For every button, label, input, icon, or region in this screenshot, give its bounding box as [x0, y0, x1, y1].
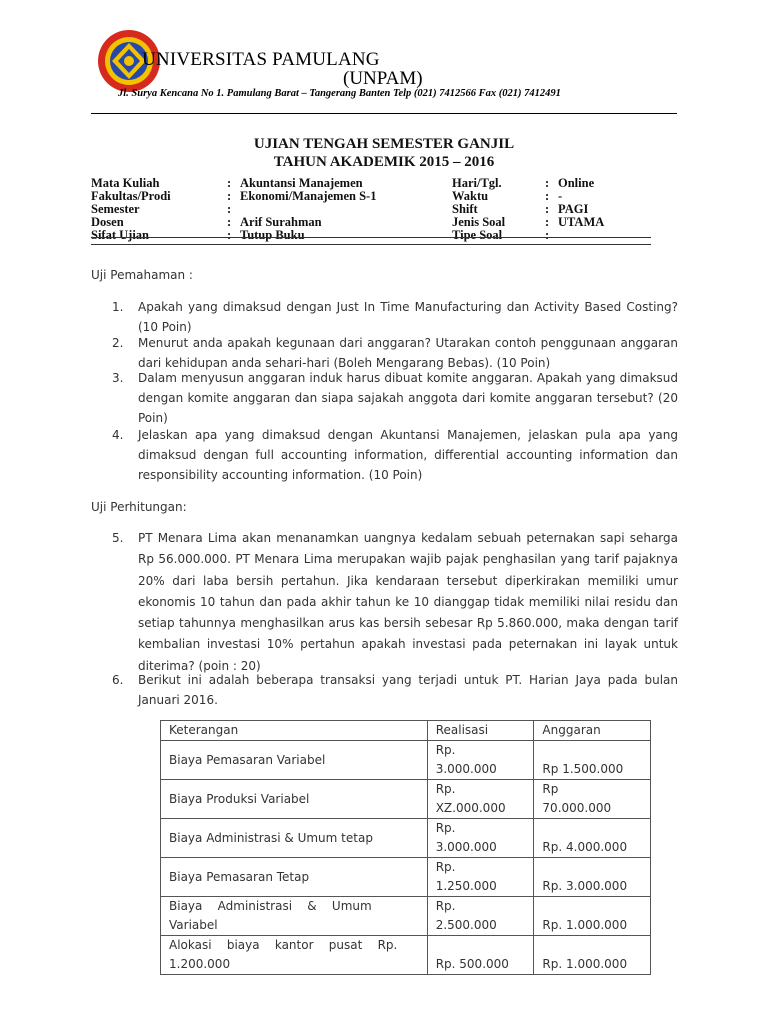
info-colon: : — [545, 228, 550, 242]
question-line: Jelaskan apa yang dimaksud dengan Akuntansi Manajemen, jelaskan pula apa yang — [138, 428, 678, 442]
cell-line: Rp. — [435, 782, 456, 796]
info-label: Sifat Ujian — [91, 228, 149, 242]
info-value-fakultas: Ekonomi/Manajemen S-1 — [240, 189, 377, 203]
table-cell — [427, 819, 534, 858]
table-cell: Biaya Pemasaran Variabel — [161, 741, 428, 780]
cell-line: Rp. 1.000.000 — [542, 918, 628, 932]
info-colon: : — [227, 176, 232, 190]
question-line: Apakah yang dimaksud dengan Just In Time Manufacturing dan Activity Based Costing? — [138, 300, 678, 314]
section-title-pemahaman: Uji Pemahaman : — [91, 268, 193, 282]
question-line: Januari 2016. — [138, 693, 218, 707]
table-cell — [534, 936, 651, 975]
question-line: diterima? (poin : 20) — [138, 658, 261, 673]
cell-line: 1.200.000 — [169, 957, 231, 971]
cell-line: XZ.000.000 — [435, 801, 506, 815]
cell-line: Rp. — [435, 821, 456, 835]
table-row — [161, 936, 651, 975]
exam-title-line2: TAHUN AKADEMIK 2015 – 2016 — [273, 154, 495, 170]
info-value-sifat-ujian: Tutup Buku — [240, 228, 305, 242]
table-cell — [427, 936, 534, 975]
cell-line: Rp. — [435, 899, 456, 913]
question-number: 3. — [112, 371, 124, 385]
question-line: dengan komite anggaran dan siapa sajakah anggota dari komite anggaran tersebut? (20 — [138, 391, 678, 405]
cell-line: Rp. 3.000.000 — [542, 879, 628, 893]
question-line: setiap tahunnya menghasilkan arus kas bersih sebesar Rp 5.860.000, maka dengan tarif — [138, 616, 678, 631]
section-title-perhitungan: Uji Perhitungan: — [91, 500, 187, 514]
university-name: UNIVERSITAS PAMULANG — [142, 49, 380, 70]
info-colon: : — [545, 202, 550, 216]
table-cell — [534, 741, 651, 780]
cell-line: 1.250.000 — [435, 879, 497, 893]
cell-line: 2.500.000 — [435, 918, 497, 932]
cell-line: 3.000.000 — [435, 762, 497, 776]
cell-line: Variabel — [169, 918, 218, 932]
info-label: Hari/Tgl. — [452, 176, 502, 190]
table-header-row — [161, 721, 651, 741]
cell-line: 70.000.000 — [542, 801, 612, 815]
question-6 — [138, 670, 678, 710]
cell-line: Rp. 4.000.000 — [542, 840, 628, 854]
question-2 — [138, 333, 678, 373]
info-label: Fakultas/Prodi — [91, 189, 171, 203]
info-colon: : — [545, 189, 550, 203]
info-colon: : — [545, 215, 550, 229]
table-cell: Biaya Pemasaran Tetap — [161, 858, 428, 897]
info-colon: : — [227, 202, 232, 216]
question-line: Berikut ini adalah beberapa transaksi yang terjadi untuk PT. Harian Jaya pada bulan — [138, 673, 678, 687]
question-line: responsibility accounting information. (10 Poin) — [138, 468, 423, 482]
cell-line: Alokasi biaya kantor pusat Rp. — [169, 938, 398, 952]
table-cell — [161, 897, 428, 936]
info-label: Mata Kuliah — [91, 176, 160, 190]
table-cell — [427, 741, 534, 780]
cell-line: Rp. 500.000 — [435, 957, 509, 971]
info-label: Dosen — [91, 215, 124, 229]
info-colon: : — [227, 189, 232, 203]
info-value-hari: Online — [558, 176, 595, 190]
info-colon: : — [227, 215, 232, 229]
question-line: dari kehidupan anda sehari-hari (Boleh Mengarang Bebas). (10 Poin) — [138, 356, 551, 370]
cell-line — [542, 741, 642, 760]
cell-line — [542, 858, 642, 877]
info-label: Tipe Soal — [452, 228, 503, 242]
info-colon: : — [227, 228, 232, 242]
info-colon: : — [545, 176, 550, 190]
cell-line: Biaya Administrasi & Umum — [169, 899, 372, 913]
question-line: ekonomis 10 tahun dan pada akhir tahun ke 10 dianggap tidak memiliki nilai residu dan — [138, 594, 678, 609]
table-row — [161, 858, 651, 897]
cell-line — [542, 936, 642, 955]
table-cell — [427, 858, 534, 897]
cell-line: Rp — [542, 782, 559, 796]
table-cell: Biaya Administrasi & Umum tetap — [161, 819, 428, 858]
question-4 — [138, 425, 678, 485]
question-line: Poin) — [138, 411, 168, 425]
info-label: Jenis Soal — [452, 215, 506, 229]
cell-line — [542, 897, 642, 916]
exam-title-line1: UJIAN TENGAH SEMESTER GANJIL — [253, 136, 515, 152]
info-value-dosen: Arif Surahman — [240, 215, 322, 229]
university-abbr: (UNPAM) — [343, 68, 423, 89]
question-number: 2. — [112, 336, 124, 350]
table-cell — [427, 897, 534, 936]
table-row — [161, 897, 651, 936]
question-line: Rp 56.000.000. PT Menara Lima merupakan wajib pajak penghasilan yang tarif pajaknya — [138, 552, 678, 567]
info-label: Shift — [452, 202, 478, 216]
cell-line — [436, 936, 526, 955]
table-cell — [534, 897, 651, 936]
header-divider — [91, 113, 677, 114]
table-header: Keterangan — [161, 721, 428, 741]
question-1 — [138, 297, 678, 337]
table-row — [161, 741, 651, 780]
question-line: dimaksud dengan full accounting information, differential accounting information dan — [138, 448, 678, 462]
question-line: 20% dari laba bersih pertahun. Jika kendaraan tersebut diperkirakan memiliki umur — [138, 573, 678, 588]
question-line: kembalian investasi 10% pertahun apakah investasi pada peternakan ini layak untuk — [138, 637, 678, 652]
table-header: Anggaran — [534, 721, 651, 741]
table-cell — [534, 780, 651, 819]
info-value-shift: PAGI — [558, 202, 589, 216]
university-address: Jl. Surya Kencana No 1. Pamulang Barat – Tangerang Banten Telp (021) 7412566 Fax (021) 7412491 — [118, 88, 561, 99]
info-divider — [91, 237, 651, 245]
table-header: Realisasi — [427, 721, 534, 741]
table-cell — [161, 936, 428, 975]
question-line: PT Menara Lima akan menanamkan uangnya kedalam sebuah peternakan sapi seharga — [138, 531, 678, 545]
table-cell — [534, 819, 651, 858]
question-line: (10 Poin) — [138, 320, 192, 334]
info-label: Waktu — [452, 189, 489, 203]
table-cell: Biaya Produksi Variabel — [161, 780, 428, 819]
question-line: Dalam menyusun anggaran induk harus dibuat komite anggaran. Apakah yang dimaksud — [138, 371, 678, 385]
info-value-waktu: - — [558, 189, 563, 203]
info-value-jenis-soal: UTAMA — [558, 215, 605, 229]
question-number: 6. — [112, 673, 124, 687]
question-number: 4. — [112, 428, 124, 442]
table-row — [161, 819, 651, 858]
table-cell — [427, 780, 534, 819]
transactions-table — [160, 720, 651, 975]
cell-line: Rp 1.500.000 — [542, 762, 624, 776]
cell-line: Rp. — [435, 860, 456, 874]
question-5 — [138, 528, 678, 677]
info-value-mata-kuliah: Akuntansi Manajemen — [240, 176, 363, 190]
question-number: 1. — [112, 300, 124, 314]
question-line: Menurut anda apakah kegunaan dari anggaran? Utarakan contoh penggunaan anggaran — [138, 336, 678, 350]
cell-line — [542, 819, 642, 838]
question-number: 5. — [112, 531, 124, 545]
table-cell — [534, 858, 651, 897]
cell-line: Rp. 1.000.000 — [542, 957, 628, 971]
cell-line: Rp. — [435, 743, 456, 757]
table-row — [161, 780, 651, 819]
question-3 — [138, 368, 678, 428]
cell-line: 3.000.000 — [435, 840, 497, 854]
info-label: Semester — [91, 202, 140, 216]
